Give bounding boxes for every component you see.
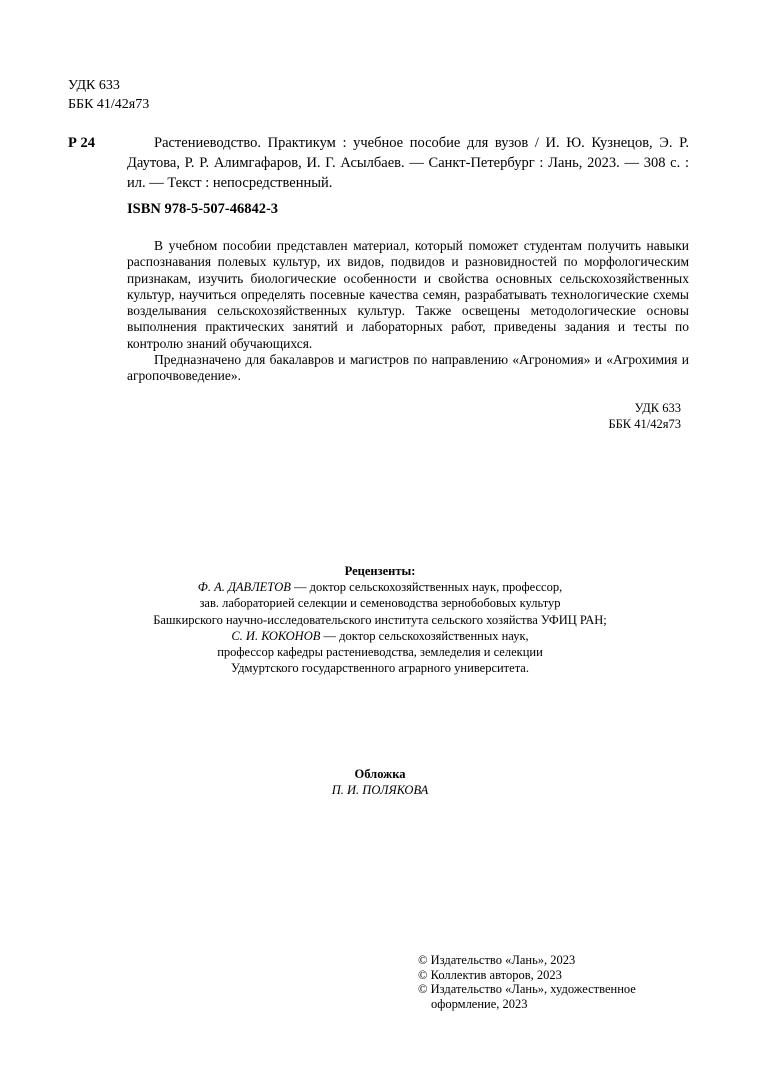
bibliographic-description: Растениеводство. Практикум : учебное пособие для вузов / И. Ю. Кузнецов, Э. Р. Даутова, Р. Р. Алимгафаров, И. Г. Асылбаев. — Санкт-Петербург : Лань, 2023. — 308 с. : ил. — Текст : непосредственный. bbox=[127, 135, 689, 191]
reviewer-1-line-1 bbox=[100, 579, 660, 595]
copyright-block bbox=[418, 953, 668, 1011]
cover-credit bbox=[230, 766, 530, 798]
annotation bbox=[127, 238, 689, 385]
reviewer-2-name: С. И. КОКОНОВ bbox=[231, 628, 321, 643]
annotation-paragraph-2: Предназначено для бакалавров и магистров по направлению «Агрономия» и «Агрохимия и агропочвоведение». bbox=[127, 352, 689, 384]
copyright-line-3: © Издательство «Лань», художественное оформление, 2023 bbox=[418, 982, 636, 1011]
header-classification bbox=[68, 76, 149, 114]
reviewer-1-line-2: зав. лабораторией селекции и семеноводства зернобобовых культур bbox=[199, 596, 561, 611]
author-code: Р 24 bbox=[68, 135, 95, 151]
reviewer-1-title: — доктор сельскохозяйственных наук, профессор, bbox=[290, 580, 563, 595]
header-udk: УДК 633 bbox=[68, 78, 120, 93]
cover-artist: П. И. ПОЛЯКОВА bbox=[331, 783, 429, 798]
reviewer-2-line-2: профессор кафедры растениеводства, земледелия и селекции bbox=[217, 645, 543, 660]
classification-bbk: ББК 41/42я73 bbox=[608, 417, 681, 431]
copyright-line-1: © Издательство «Лань», 2023 bbox=[418, 953, 576, 967]
reviewer-1-line-3: Башкирского научно-исследовательского института сельского хозяйства УФИЦ РАН; bbox=[153, 612, 607, 627]
isbn: ISBN 978-5-507-46842-3 bbox=[127, 201, 279, 217]
reviewer-1-name: Ф. А. ДАВЛЕТОВ bbox=[197, 580, 291, 595]
copyright-line-2: © Коллектив авторов, 2023 bbox=[418, 967, 562, 982]
reviewers-block bbox=[100, 563, 660, 676]
classification-udk: УДК 633 bbox=[634, 401, 681, 415]
classification-right bbox=[560, 400, 681, 432]
reviewer-2-line-1 bbox=[100, 628, 660, 644]
annotation-paragraph-1: В учебном пособии представлен материал, который поможет студентам получить навыки распознавания полевых культур, их видов, подвидов и разновидностей по морфологическим признакам, изучить биологические особенности и свойства основных сельскохозяйственных культур, научиться определять посевные качества семян, разрабатывать технологические схемы возделывания сельскохозяйственных культур. Также освещены методологические основы выполнения практических занятий и лабораторных работ, приведены задания и тесты по контролю знаний обучающихся. bbox=[127, 238, 689, 351]
cover-heading: Обложка bbox=[354, 767, 406, 781]
reviewer-2-line-3: Удмуртского государственного аграрного университета. bbox=[231, 661, 529, 676]
header-bbk: ББК 41/42я73 bbox=[68, 97, 150, 112]
reviewer-2-title: — доктор сельскохозяйственных наук, bbox=[320, 628, 529, 643]
reviewers-heading: Рецензенты: bbox=[344, 564, 416, 578]
